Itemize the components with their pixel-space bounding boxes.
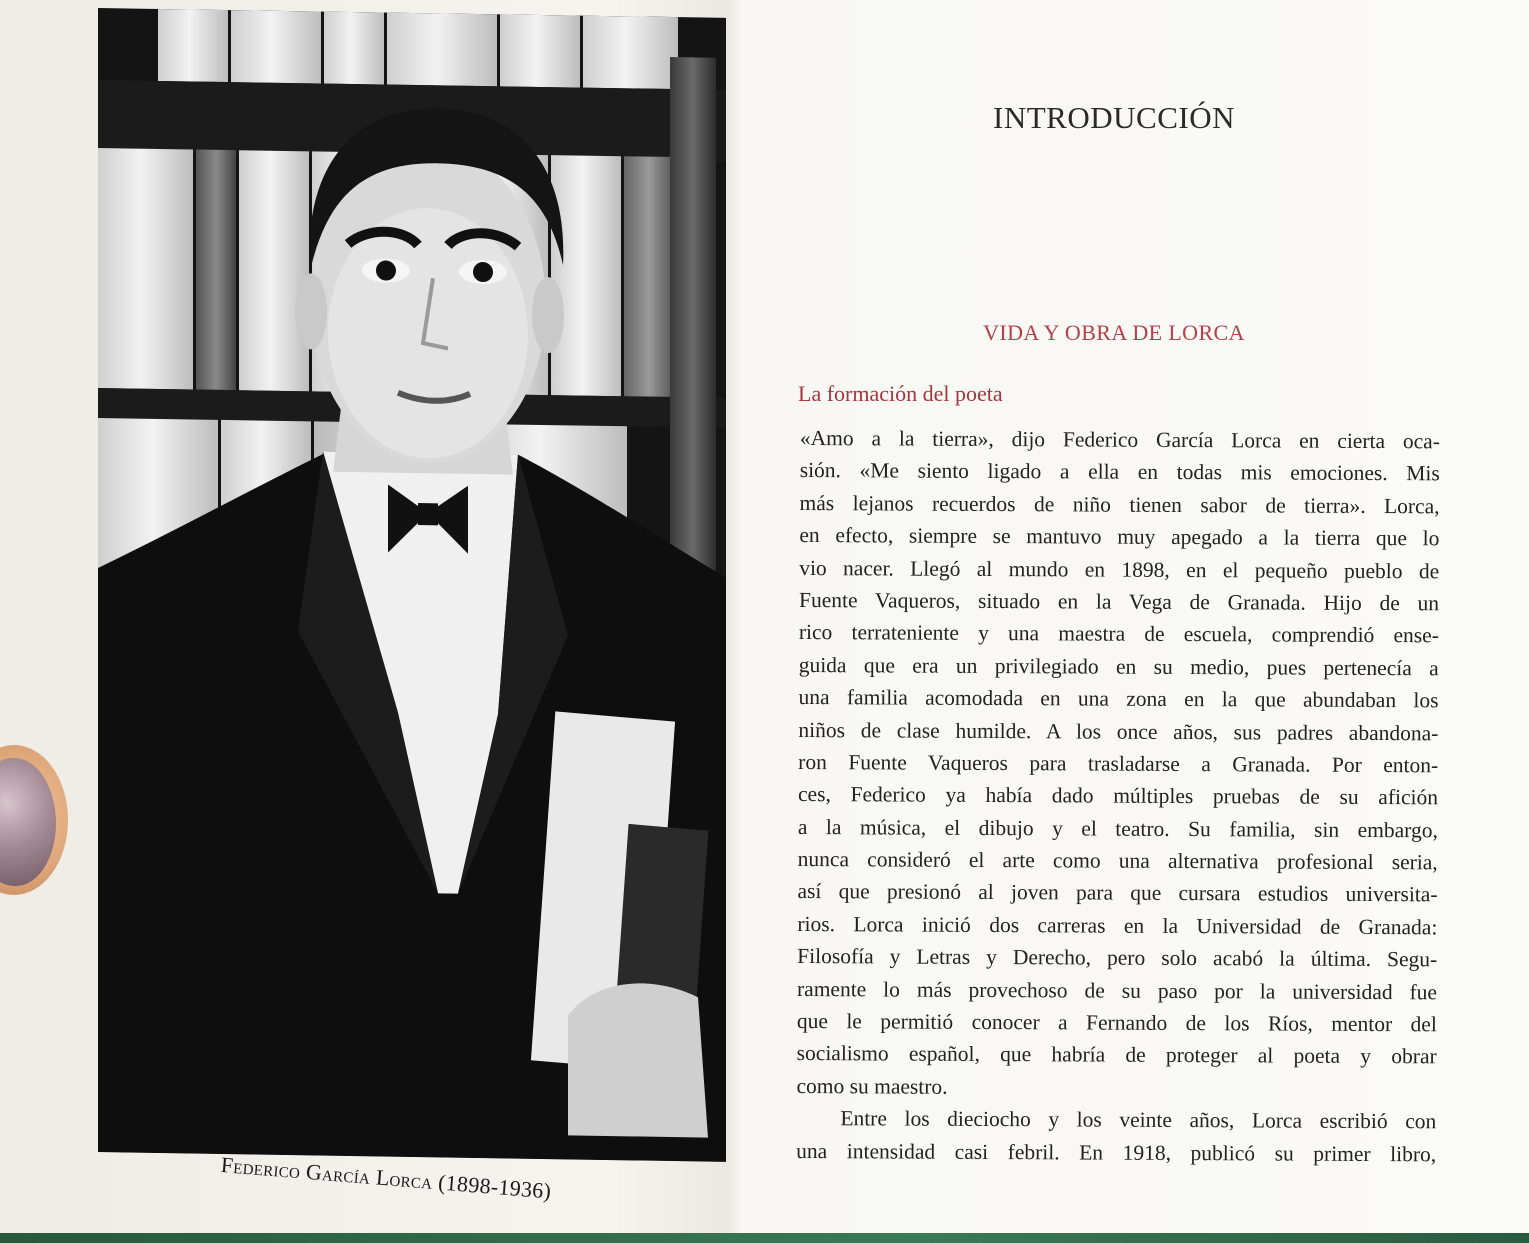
text-line: nunca consideró el arte como una alternativa profesional seria, bbox=[797, 847, 1438, 875]
text-line: ramente lo más provechoso de su paso por la universidad fue bbox=[796, 976, 1438, 1004]
text-line: Filosofía y Letras y Derecho, pero solo acabó la última. Segu- bbox=[797, 944, 1438, 972]
text-line: como su maestro. bbox=[796, 1073, 948, 1099]
body-text bbox=[796, 422, 1440, 1170]
text-line: rios. Lorca inició dos carreras en la Universidad de Granada: bbox=[797, 911, 1438, 940]
chapter-title: INTRODUCCIÓN bbox=[993, 100, 1235, 135]
text-line: así que presionó al joven para que cursara estudios universita- bbox=[797, 879, 1438, 907]
portrait-figure bbox=[98, 8, 726, 1162]
text-line: una familia acomodada en una zona en la que abundaban los bbox=[798, 685, 1439, 713]
text-line: ron Fuente Vaqueros para trasladarse a Granada. Por enton- bbox=[798, 749, 1439, 778]
portrait-photo bbox=[98, 8, 726, 1162]
text-line: Fuente Vaqueros, situado en la Vega de Granada. Hijo de un bbox=[799, 587, 1440, 616]
text-line: sión. «Me siento ligado a ella en todas mis emociones. Mis bbox=[799, 458, 1440, 486]
text-line: que le permitió conocer a Fernando de los Ríos, mentor del bbox=[796, 1009, 1437, 1037]
text-line: socialismo español, que habría de proteger al poeta y obrar bbox=[796, 1041, 1437, 1069]
section-title: VIDA Y OBRA DE LORCA bbox=[983, 320, 1245, 345]
text-line: Entre los dieciocho y los veinte años, Lorca escribió con bbox=[840, 1106, 1437, 1134]
text-line: rico terrateniente y una maestra de escuela, comprendió ense- bbox=[798, 620, 1439, 648]
photo-caption: Federico García Lorca (1898-1936) bbox=[219, 1152, 553, 1204]
subsection-title: La formación del poeta bbox=[798, 381, 1003, 406]
text-line: ces, Federico ya había dado múltiples pruebas de su afición bbox=[797, 782, 1439, 810]
text-line: niños de clase humilde. A los once años, sus padres abandona- bbox=[798, 717, 1439, 745]
text-line: a la música, el dibujo y el teatro. Su familia, sin embargo, bbox=[797, 814, 1438, 843]
table-surface bbox=[0, 1233, 1529, 1243]
text-line: más lejanos recuerdos de niño tienen sabor de tierra». Lorca, bbox=[799, 490, 1440, 519]
text-line: una intensidad casi febril. En 1918, publicó su primer libro, bbox=[796, 1138, 1437, 1166]
text-line: guida que era un privilegiado en su medio, pues pertenecía a bbox=[798, 652, 1439, 681]
text-line: «Amo a la tierra», dijo Federico García Lorca en cierta oca- bbox=[799, 425, 1440, 454]
text-line: en efecto, siempre se mantuvo muy apegado a la tierra que lo bbox=[799, 523, 1440, 551]
text-line: vio nacer. Llegó al mundo en 1898, en el pequeño pueblo de bbox=[799, 555, 1440, 583]
